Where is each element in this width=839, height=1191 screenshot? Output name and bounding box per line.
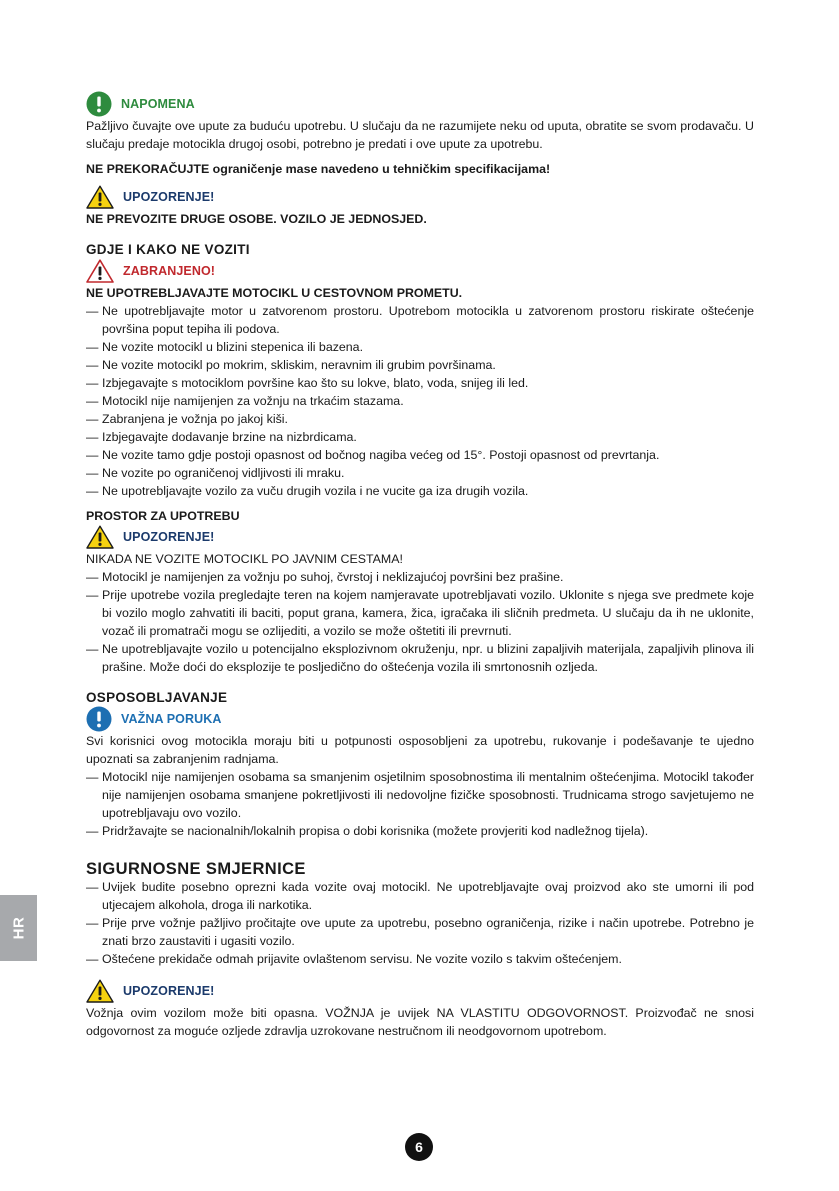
note-text: Pažljivo čuvajte ove upute za buduću upotrebu. U slučaju da ne razumijete neku od uputa, obratite se svom prodavaču. U slučaju predaje motocikla drugoj osobi, potrebno je predati i ove upute za upotrebu. <box>86 119 754 151</box>
page-number: 6 <box>405 1133 433 1161</box>
warning-header-3 <box>86 979 754 1003</box>
list-item: — Zabranjena je vožnja po jakoj kiši. <box>86 410 754 428</box>
warning-label-2: UPOZORENJE! <box>123 530 215 544</box>
list-item: — Motocikl je namijenjen za vožnju po suhoj, čvrstoj i neklizajućoj površini bez prašine. <box>86 568 754 586</box>
warning-label-3: UPOZORENJE! <box>123 984 215 998</box>
training-text: Svi korisnici ovog motocikla moraju biti u potpunosti osposobljeni za upotrebu, rukovanje i podešavanje te ujedno upoznati sa zabranjenim radnjama. <box>86 734 754 766</box>
list-item: — Ne vozite tamo gdje postoji opasnost od bočnog nagiba većeg od 15°. Postoji opasnost od prevrtanja. <box>86 446 754 464</box>
warning-triangle-icon <box>86 979 114 1003</box>
important-header <box>86 707 754 731</box>
usage-area-list <box>86 568 754 676</box>
forbidden-label: ZABRANJENO! <box>123 264 216 278</box>
section-title-training: OSPOSOBLJAVANJE <box>86 690 228 705</box>
list-item: — Izbjegavajte dodavanje brzine na nizbrdicama. <box>86 428 754 446</box>
list-item: — Motocikl nije namijenjen za vožnju na trkaćim stazama. <box>86 392 754 410</box>
warning-label-1: UPOZORENJE! <box>123 190 215 204</box>
no-public-roads-text: NIKADA NE VOZITE MOTOCIKL PO JAVNIM CESTAMA! <box>86 552 403 566</box>
list-item: — Izbjegavajte s motociklom površine kao što su lokve, blato, voda, snijeg ili led. <box>86 374 754 392</box>
list-item: — Ne vozite motocikl u blizini stepenica ili bazena. <box>86 338 754 356</box>
list-item: — Motocikl nije namijenjen osobama sa smanjenim osjetilnim sposobnostima ili mentalnim oštećenjima. Motocikl također nije namijenjen osobama smanjene pokretljivosti ili nedovoljne fizičke sposobnosti. Trudnicama strogo savjetujemo ne upotrebljavaju ovo vozilo. <box>86 768 754 822</box>
forbidden-triangle-icon <box>86 259 114 283</box>
exclamation-circle-icon <box>86 91 112 117</box>
list-item: — Prije prve vožnje pažljivo pročitajte ove upute za upotrebu, posebno ograničenja, rizike i način upotrebe. Potrebno je znati brzo zaustaviti i ugasiti vozilo. <box>86 914 754 950</box>
list-item: — Ne vozite po ograničenoj vidljivosti ili mraku. <box>86 464 754 482</box>
section-title-usage-area: PROSTOR ZA UPOTREBU <box>86 509 240 523</box>
list-item: — Uvijek budite posebno oprezni kada vozite ovaj motocikl. Ne upotrebljavajte ovaj proizvod ako ste umorni ili pod utjecajem alkohola, droga ili narkotika. <box>86 878 754 914</box>
section-title-safety-guidelines: SIGURNOSNE SMJERNICE <box>86 860 306 878</box>
note-label: NAPOMENA <box>121 97 195 111</box>
no-passengers-text: NE PREVOZITE DRUGE OSOBE. VOZILO JE JEDNOSJED. <box>86 212 427 226</box>
where-not-to-ride-list <box>86 302 754 500</box>
list-item: — Ne upotrebljavajte motor u zatvorenom prostoru. Upotrebom motocikla u zatvorenom prostoru riskirate oštećenje površina poput tepiha ili podova. <box>86 302 754 338</box>
list-item: — Oštećene prekidače odmah prijavite ovlaštenom servisu. Ne vozite vozilo s takvim oštećenjem. <box>86 950 754 968</box>
important-label: VAŽNA PORUKA <box>121 712 222 726</box>
warning-header-1 <box>86 185 754 209</box>
warning-header-2 <box>86 525 754 549</box>
own-risk-text: Vožnja ovim vozilom može biti opasna. VOŽNJA je uvijek NA VLASTITU ODGOVORNOST. Proizvođač ne snosi odgovornost za moguće ozljede zdravlja uzrokovane nestručnom ili neodgovornom upotrebom. <box>86 1006 754 1038</box>
language-tab <box>0 895 37 961</box>
list-item: — Prije upotrebe vozila pregledajte teren na kojem namjeravate upotrebljavati vozilo. Uklonite s njega sve predmete koje bi vozilo moglo zahvatiti ili baciti, poput grana, kamera, žica, igračaka ili sličnih predmeta. U slučaju da ih ne uklonite, vozač ili promatrači mogu se ozlijediti, a vozilo se može oštetiti ili prevrnuti. <box>86 586 754 640</box>
section-title-where-not-to-ride: GDJE I KAKO NE VOZITI <box>86 242 250 257</box>
warning-triangle-icon <box>86 185 114 209</box>
mass-limit-warning: NE PREKORAČUJTE ograničenje mase navedeno u tehničkim specifikacijama! <box>86 162 551 176</box>
list-item: — Ne vozite motocikl po mokrim, skliskim, neravnim ili grubim površinama. <box>86 356 754 374</box>
forbidden-header <box>86 259 754 283</box>
training-list <box>86 768 754 840</box>
info-exclamation-icon <box>86 706 112 732</box>
language-tab-label: HR <box>10 916 27 940</box>
page-content <box>86 92 754 1040</box>
list-item: — Ne upotrebljavajte vozilo za vuču drugih vozila i ne vucite ga iza drugih vozila. <box>86 482 754 500</box>
list-item: — Ne upotrebljavajte vozilo u potencijalno eksplozivnom okruženju, npr. u blizini zapaljivih materijala, zapaljivih plinova ili prašine. Može doći do eksplozije te posljedično do oštećenja vozila ili smrtonosnih ozljeda. <box>86 640 754 676</box>
safety-guidelines-list <box>86 878 754 968</box>
note-header <box>86 92 754 116</box>
list-item: — Pridržavajte se nacionalnih/lokalnih propisa o dobi korisnika (možete provjeriti kod nadležnog tijela). <box>86 822 754 840</box>
no-road-traffic-text: NE UPOTREBLJAVAJTE MOTOCIKL U CESTOVNOM PROMETU. <box>86 286 463 300</box>
warning-triangle-icon <box>86 525 114 549</box>
